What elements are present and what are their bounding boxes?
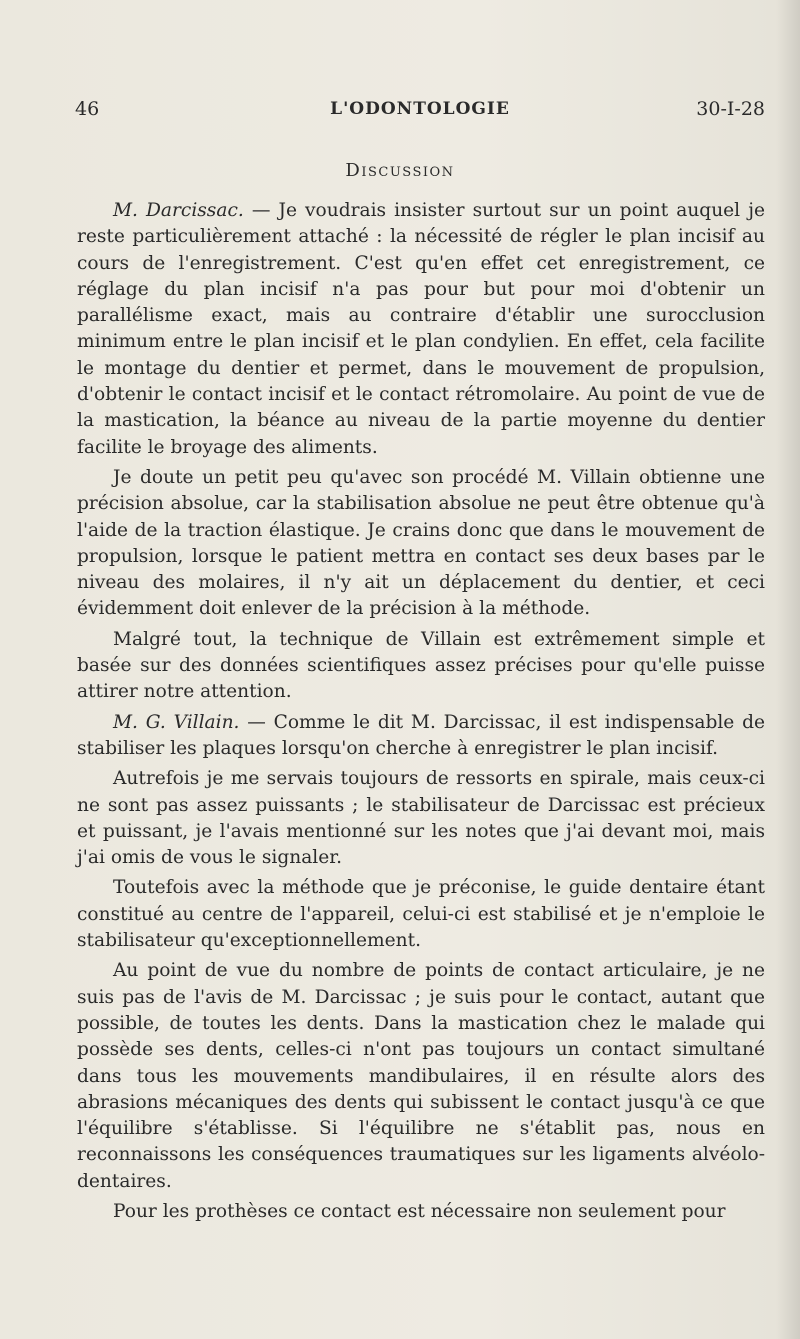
paragraph-text: Autrefois je me servais toujours de ressorts en spirale, mais ceux-ci ne sont pas assez puissants ; le stabilisateur de Darcissac est précieux et puissant, je l'avais mentionné sur les notes que j'ai devant moi, mais j'ai omis de vous le signaler. [77, 768, 765, 869]
paragraph [77, 766, 765, 871]
paragraph [77, 1199, 765, 1225]
article-body [77, 198, 765, 1225]
paragraph-text: Malgré tout, la technique de Villain est extrêmement simple et basée sur des données scientifiques assez précises pour qu'elle puisse attirer notre attention. [77, 628, 765, 703]
issue-date: 30-I-28 [696, 98, 765, 120]
journal-title: L'ODONTOLOGIE [330, 99, 510, 119]
paragraph [77, 875, 765, 954]
paragraph [77, 710, 765, 763]
speaker-name: M. G. Villain. [113, 711, 240, 733]
section-title: Discussion [345, 160, 455, 181]
running-header [75, 98, 765, 128]
paragraph [77, 627, 765, 706]
page-number: 46 [75, 98, 100, 120]
paragraph-text: — Comme le dit M. Darcissac, il est indispensable de stabiliser les plaques lorsqu'on cherche à enregistrer le plan incisif. [77, 711, 765, 759]
paragraph-text: Je doute un petit peu qu'avec son procédé M. Villain obtienne une précision absolue, car la stabilisation absolue ne peut être obtenue qu'à l'aide de la traction élastique. Je crains donc que dans le mouvement de propulsion, lorsque le patient mettra en contact ses deux bases par le niveau des molaires, il n'y ait un déplacement du dentier, et ceci évidemment doit enlever de la précision à la méthode. [77, 466, 765, 620]
paragraph [77, 198, 765, 461]
speaker-name: M. Darcissac. [113, 200, 244, 221]
paragraph [77, 465, 765, 623]
paragraph-text: Toutefois avec la méthode que je préconise, le guide dentaire étant constitué au centre de l'appareil, celui-ci est stabilisé et je n'emploie le stabilisateur qu'exceptionnellement. [77, 877, 765, 952]
paragraph-text: — Je voudrais insister surtout sur un point auquel je reste particulièrement attaché : la nécessité de régler le plan incisif au cours de l'enregistrement. C'est qu'en effet cet enregistrement, ce réglage du plan incisif n'a pas pour but pour moi d'obtenir un parallélisme exact, mais au contraire d'établir une surocclusion minimum entre le plan incisif et le plan condylien. En effet, cela facilite le montage du dentier et permet, dans le mouvement de propulsion, d'obtenir le contact incisif et le contact rétromolaire. Au point de vue de la mastication, la béance au niveau de la partie moyenne du dentier facilite le broyage des aliments. [77, 200, 765, 458]
paragraph-text: Au point de vue du nombre de points de contact articulaire, je ne suis pas de l'avis de M. Darcissac ; je suis pour le contact, autant que possible, de toutes les dents. Dans la mastication chez le malade qui possède ses dents, celles-ci n'ont pas toujours un contact simultané dans tous les mouvements mandibulaires, il en résulte alors des abrasions mécaniques des dents qui subissent le contact jusqu'à ce que l'équilibre s'établisse. Si l'équilibre ne s'établit pas, nous en reconnaissons les conséquences traumatiques sur les ligaments alvéolo-dentaires. [77, 960, 765, 1192]
paragraph-text: Pour les prothèses ce contact est nécessaire non seulement pour [113, 1200, 726, 1222]
paragraph [77, 958, 765, 1195]
